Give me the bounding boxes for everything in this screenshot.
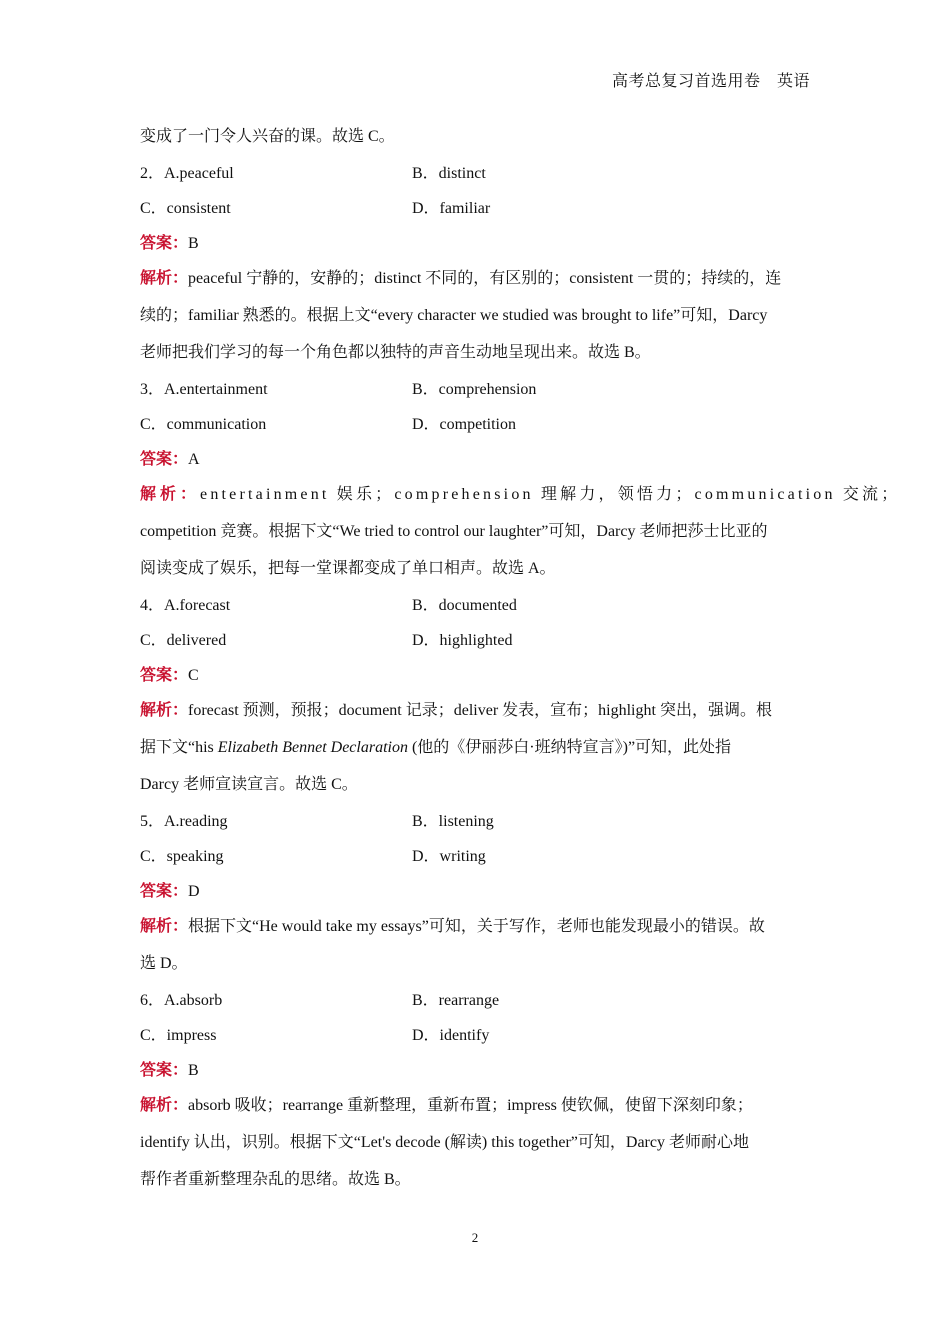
q4-options-row1	[140, 593, 810, 628]
analysis-label: 解析：	[140, 918, 189, 935]
q4-analysis-italic-title: Elizabeth Bennet Declaration	[217, 739, 408, 756]
answer-label: 答案：	[140, 451, 189, 468]
q3-option-c: C．communication	[140, 416, 267, 433]
q2-option-b: B．distinct	[412, 165, 486, 182]
answer-label: 答案：	[140, 667, 189, 684]
q2-analysis-line1: peaceful 宁静的，安静的；distinct 不同的，有区别的；consistent 一贯的；持续的，连	[188, 270, 782, 287]
q3-analysis-line1: entertainment 娱乐；comprehension 理解力，领悟力；communication 交流；	[200, 486, 901, 503]
q5-options-row2	[140, 844, 810, 879]
document-body	[140, 124, 901, 1204]
intro-text: 变成了一门令人兴奋的课。故选 C。	[140, 128, 395, 145]
q4-options-row2	[140, 628, 810, 663]
q6-options-row1	[140, 988, 810, 1023]
q4-analysis-line2-start: 据下文“his	[140, 739, 218, 756]
q3-option-b: B．comprehension	[412, 381, 537, 398]
q6-analysis	[140, 1093, 810, 1204]
answer-label: 答案：	[140, 1062, 189, 1079]
q5-option-b: B．listening	[412, 813, 494, 830]
q2-option-d: D．familiar	[412, 200, 491, 217]
q3-analysis	[140, 482, 901, 593]
q5-answer-value: D	[188, 883, 200, 900]
q5-option-d: D．writing	[412, 848, 486, 865]
q2-option-a: 2．A.peaceful	[140, 165, 234, 182]
q3-answer	[140, 447, 810, 482]
q6-option-c: C．impress	[140, 1027, 217, 1044]
q6-analysis-line3: 帮作者重新整理杂乱的思绪。故选 B。	[140, 1171, 411, 1188]
q4-analysis	[140, 698, 810, 809]
q6-option-b: B．rearrange	[412, 992, 500, 1009]
q3-option-d: D．competition	[412, 416, 516, 433]
q6-option-a: 6．A.absorb	[140, 992, 223, 1009]
q6-option-d: D．identify	[412, 1027, 490, 1044]
q4-answer	[140, 663, 810, 698]
answer-label: 答案：	[140, 235, 189, 252]
q4-option-d: D．highlighted	[412, 632, 513, 649]
q6-answer	[140, 1058, 810, 1093]
q4-analysis-line2-end: (他的《伊丽莎白·班纳特宣言》)”可知，此处指	[407, 739, 732, 756]
analysis-label: 解析：	[140, 702, 189, 719]
analysis-label-spaced: 解 析 ：	[140, 486, 197, 503]
q2-options-row1	[140, 161, 810, 196]
q3-analysis-line3: 阅读变成了娱乐，把每一堂课都变成了单口相声。故选 A。	[140, 560, 556, 577]
q3-option-a: 3．A.entertainment	[140, 381, 268, 398]
analysis-label: 解析：	[140, 1097, 189, 1114]
q5-option-a: 5．A.reading	[140, 813, 228, 830]
page-header: 高考总复习首选用卷 英语	[611, 73, 810, 90]
answer-label: 答案：	[140, 883, 189, 900]
q2-analysis	[140, 266, 810, 377]
q5-analysis-line2: 选 D。	[140, 955, 188, 972]
analysis-label: 解析：	[140, 270, 189, 287]
q4-analysis-line1: forecast 预测，预报；document 记录；deliver 发表，宣布；highlight 突出，强调。根	[188, 702, 772, 719]
q5-option-c: C．speaking	[140, 848, 224, 865]
q5-analysis	[140, 914, 810, 988]
q6-analysis-line1: absorb 吸收；rearrange 重新整理，重新布置；impress 使钦佩，使留下深刻印象；	[188, 1097, 753, 1114]
q2-analysis-line3: 老师把我们学习的每一个角色都以独特的声音生动地呈现出来。故选 B。	[140, 344, 651, 361]
q4-analysis-line2	[140, 735, 810, 772]
q2-options-row2	[140, 196, 810, 231]
q2-analysis-line2: 续的；familiar 熟悉的。根据上文“every character we studied was brought to life”可知，Darcy	[140, 307, 768, 324]
q3-answer-value: A	[188, 451, 200, 468]
q4-answer-value: C	[188, 667, 199, 684]
q4-option-a: 4．A.forecast	[140, 597, 231, 614]
q5-answer	[140, 879, 810, 914]
q3-analysis-line2: competition 竞赛。根据下文“We tried to control our laughter”可知，Darcy 老师把莎士比亚的	[140, 523, 768, 540]
q3-options-row1	[140, 377, 810, 412]
q6-answer-value: B	[188, 1062, 199, 1079]
q3-options-row2	[140, 412, 810, 447]
q5-analysis-line1: 根据下文“He would take my essays”可知，关于写作，老师也能发现最小的错误。故	[188, 918, 765, 935]
q4-option-b: B．documented	[412, 597, 517, 614]
page-number: 2	[471, 1230, 479, 1245]
q4-analysis-line3: Darcy 老师宣读宣言。故选 C。	[140, 776, 358, 793]
q6-analysis-line2: identify 认出，识别。根据下文“Let's decode (解读) this together”可知，Darcy 老师耐心地	[140, 1134, 749, 1151]
q6-options-row2	[140, 1023, 810, 1058]
q2-answer-value: B	[188, 235, 199, 252]
q2-option-c: C．consistent	[140, 200, 231, 217]
q2-answer	[140, 231, 810, 266]
q4-option-c: C．delivered	[140, 632, 227, 649]
q5-options-row1	[140, 809, 810, 844]
